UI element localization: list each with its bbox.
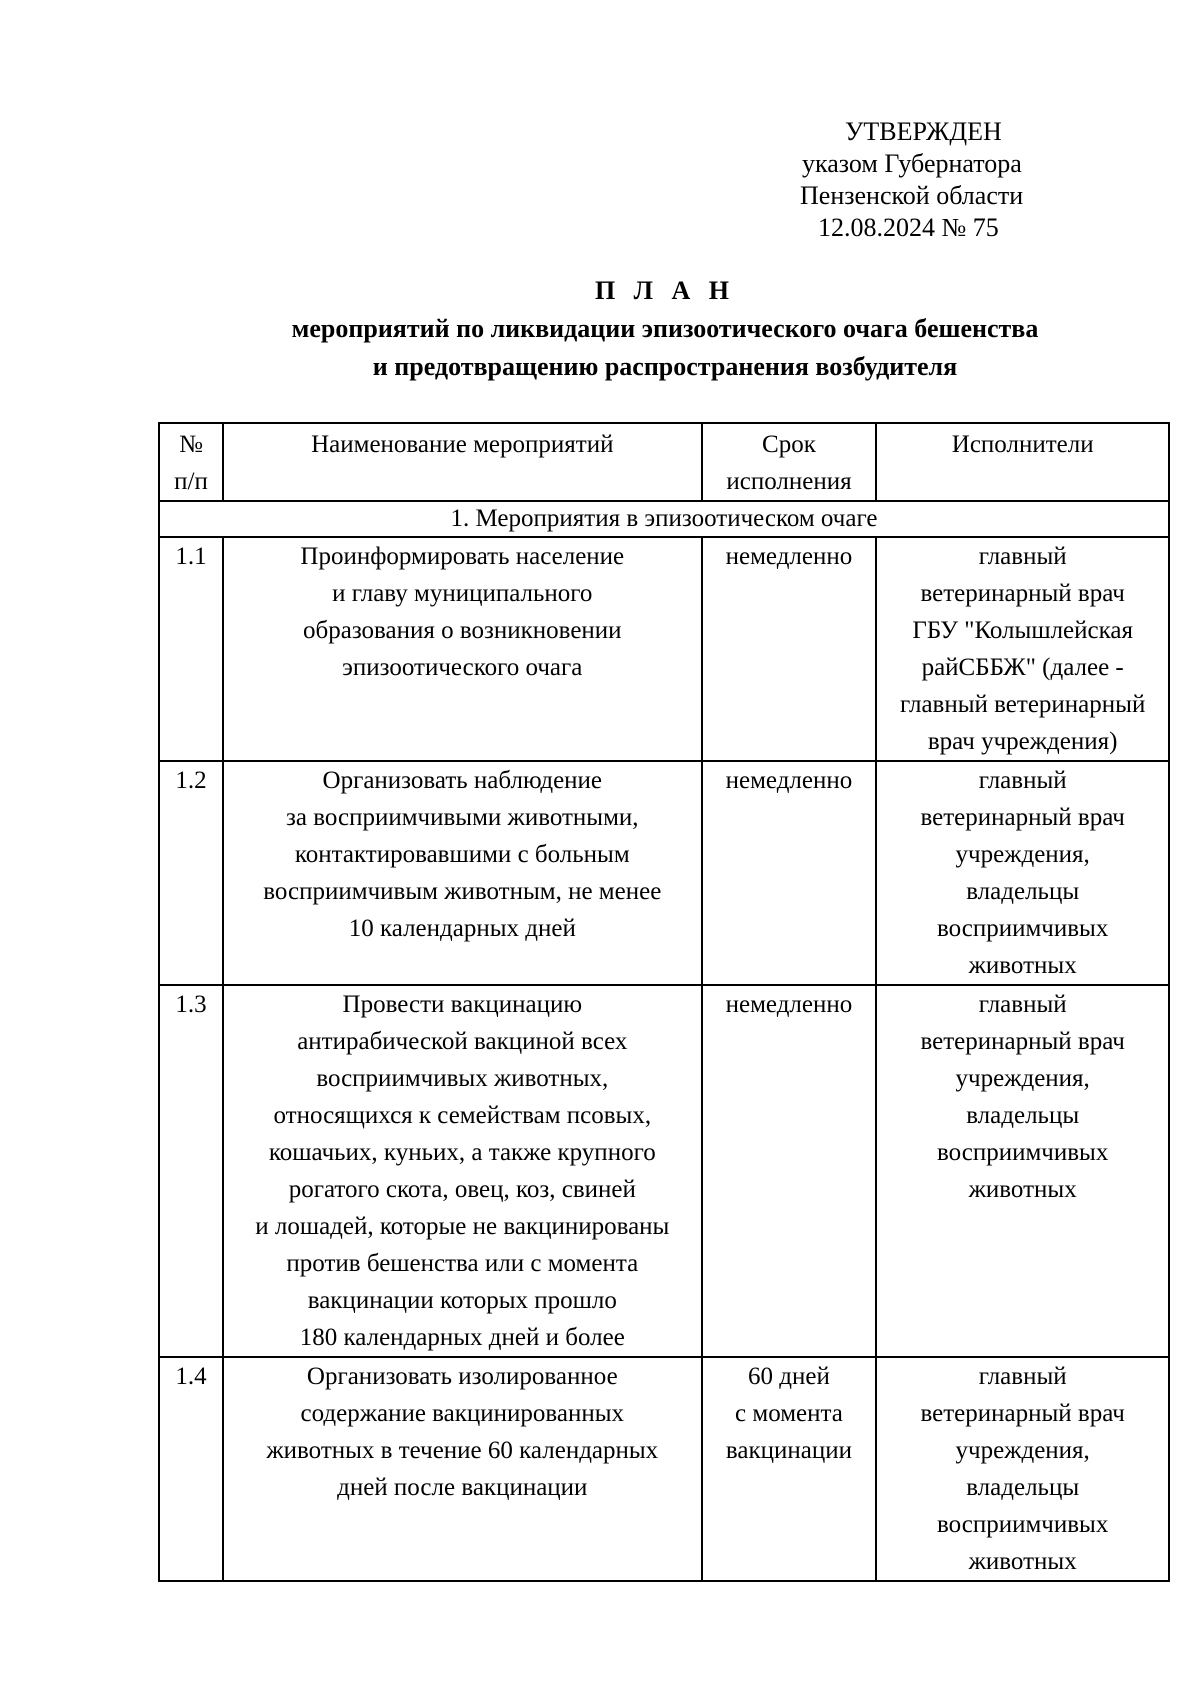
row-deadline: немедленно: [702, 537, 877, 761]
row-activity: Организовать изолированное содержание вакцинированных животных в течение 60 календарных дней после вакцинации: [223, 1357, 702, 1581]
approval-region: Пензенской области: [800, 181, 1024, 210]
row-executors: главный ветеринарный врач учреждения, владельцы восприимчивых животных: [876, 985, 1169, 1357]
row-deadline: немедленно: [702, 761, 877, 985]
header-deadline: Срок исполнения: [702, 423, 877, 501]
row-number: 1.1: [159, 537, 223, 761]
table-row: [159, 985, 1169, 1357]
document-title: П Л А Н: [594, 276, 736, 305]
table-row: [159, 537, 1169, 761]
row-executors: главный ветеринарный врач ГБУ "Колышлейская райСББЖ" (далее - главный ветеринарный врач учреждения): [876, 537, 1169, 761]
approval-authority: указом Губернатора: [802, 149, 1022, 178]
row-number: 1.4: [159, 1357, 223, 1581]
section-title: 1. Мероприятия в эпизоотическом очаге: [159, 501, 1169, 537]
header-activity-name: Наименование мероприятий: [223, 423, 702, 501]
row-activity: Организовать наблюдение за восприимчивыми животными, контактировавшими с больным восприимчивым животным, не менее 10 календарных дней: [223, 761, 702, 985]
approval-title: УТВЕРЖДЕН: [845, 117, 1002, 146]
row-executors: главный ветеринарный врач учреждения, владельцы восприимчивых животных: [876, 761, 1169, 985]
row-activity: Провести вакцинацию антирабической вакциной всех восприимчивых животных, относящихся к семействам псовых, кошачьих, куньих, а также крупного рогатого скота, овец, коз, свиней и лошадей, которые не вакцинированы против бешенства или с момента вакцинации которых прошло 180 календарных дней и более: [223, 985, 702, 1357]
section-row: [159, 501, 1169, 537]
table-row: [159, 761, 1169, 985]
approval-date-number: 12.08.2024 № 75: [818, 213, 999, 242]
header-executors: Исполнители: [876, 423, 1169, 501]
row-number: 1.2: [159, 761, 223, 985]
document-subtitle-line1: мероприятий по ликвидации эпизоотического очага бешенства: [291, 314, 1039, 343]
header-number: № п/п: [159, 423, 223, 501]
document-subtitle-line2: и предотвращению распространения возбудителя: [372, 352, 958, 381]
table-row: [159, 1357, 1169, 1581]
plan-table: [158, 422, 1170, 1582]
table-header-row: [159, 423, 1169, 501]
row-executors: главный ветеринарный врач учреждения, владельцы восприимчивых животных: [876, 1357, 1169, 1581]
row-deadline: 60 дней с момента вакцинации: [702, 1357, 877, 1581]
row-activity: Проинформировать население и главу муниципального образования о возникновении эпизоотического очага: [223, 537, 702, 761]
approval-stamp: [770, 116, 1070, 244]
row-deadline: немедленно: [702, 985, 877, 1357]
row-number: 1.3: [159, 985, 223, 1357]
